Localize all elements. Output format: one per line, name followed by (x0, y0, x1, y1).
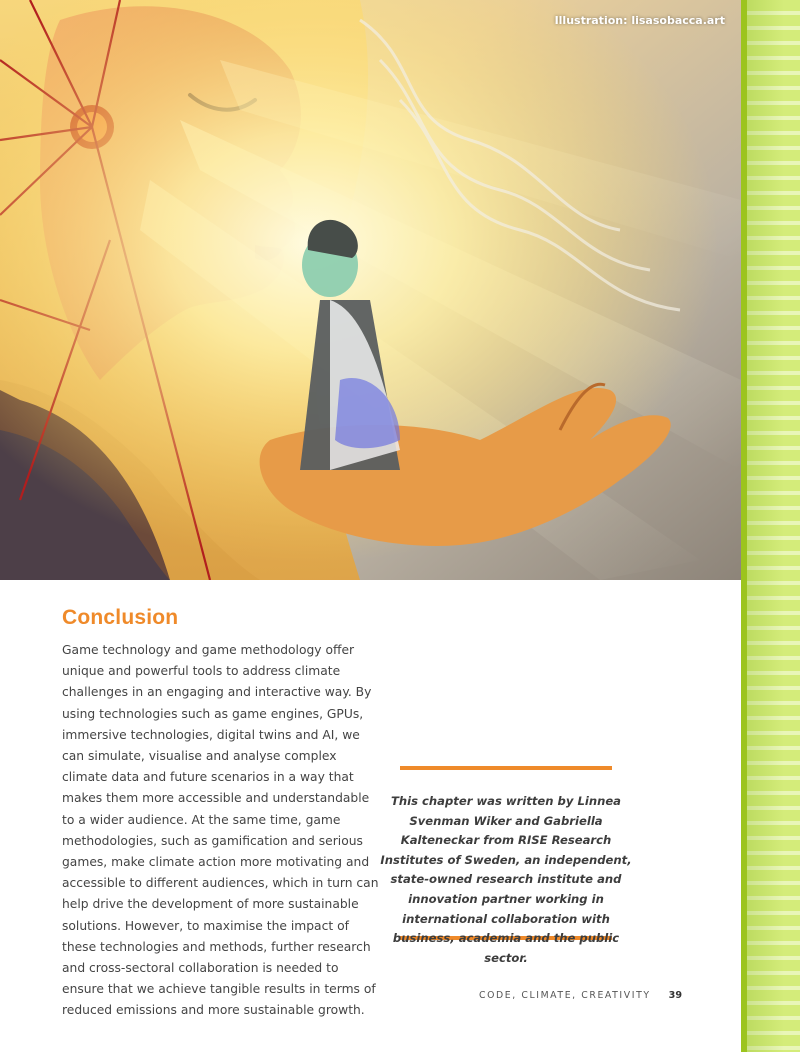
page-number: 39 (668, 990, 682, 1001)
section-heading: Conclusion (62, 606, 179, 629)
green-stripes (747, 0, 800, 1052)
body-paragraph: Game technology and game methodology offer unique and powerful tools to address climate challenges in an engaging and interactive way. By using technologies such as game engines, GPUs, immersive technologies, digital twins and AI, we can simulate, visualise and analyse complex climate data and future scenarios in a way that makes them more accessible and understandable to a wider audience. At the same time, game methodologies, such as gamification and serious games, make climate action more motivating and accessible to different audiences, which in turn can help drive the development of more sustainable solutions. However, to maximise the impact of these technologies and methods, further research and cross-sectoral collaboration is needed to ensure that we achieve tangible results in terms of reduced emissions and more sustainable growth. (62, 643, 379, 1018)
page-footer (479, 990, 682, 1001)
author-callout (380, 766, 632, 965)
running-title: CODE, CLIMATE, CREATIVITY (479, 990, 651, 1001)
author-note: This chapter was written by Linnea Svenman Wiker and Gabriella Kalteneckar from RISE Research Institutes of Sweden, an independent, state-owned research institute and innovation partner working in international collaboration with business, academia and the public sector. (380, 794, 632, 965)
illustration-credit: Illustration: lisasobacca.art (554, 14, 725, 27)
decorative-stripe-band (741, 0, 800, 1052)
